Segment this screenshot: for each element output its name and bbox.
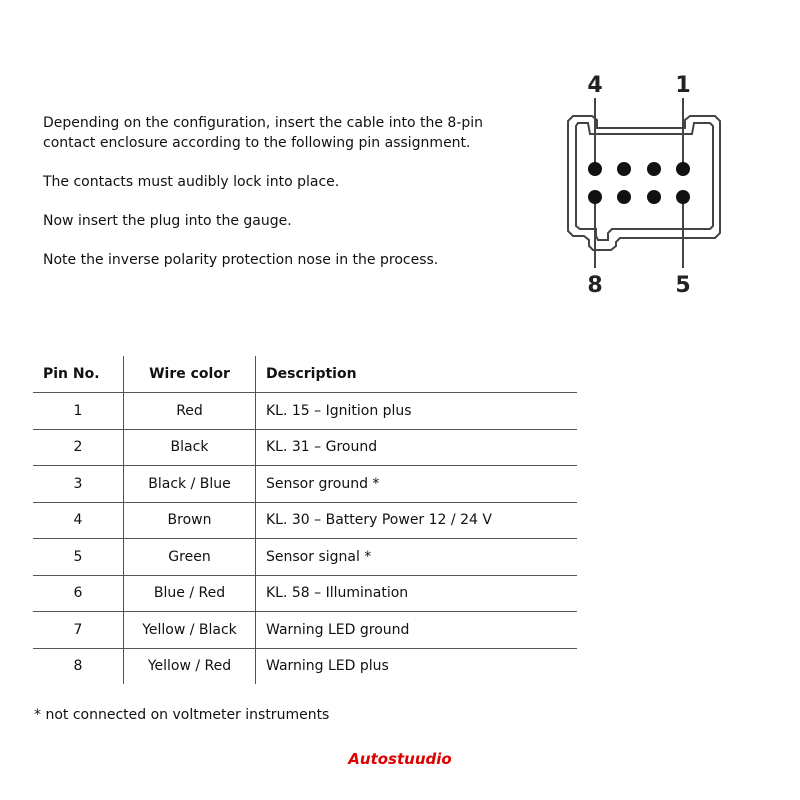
table-header-row [33,356,577,393]
pin-label-4: 4 [587,73,603,98]
header-wire-color: Wire color [124,356,256,393]
pin-5 [676,190,690,204]
pin-7 [617,190,631,204]
instructions [43,113,523,289]
footnote: * not connected on voltmeter instruments [34,707,330,723]
wire-color: Red [124,393,256,430]
pin-1 [676,162,690,176]
table-row [33,429,577,466]
table-row [33,648,577,684]
pin-label-1: 1 [675,73,691,98]
instruction-paragraph: Now insert the plug into the gauge. [43,213,292,229]
wire-color: Yellow / Black [124,612,256,649]
connector-housing [568,116,720,250]
table-row [33,502,577,539]
wire-color: Black [124,429,256,466]
pin-description: KL. 30 – Battery Power 12 / 24 V [256,502,578,539]
connector-pin-diagram [560,68,730,298]
brand-logo: Autostuudio [348,750,452,768]
table-row [33,393,577,430]
pin-number: 8 [73,658,83,675]
pin-label-5: 5 [675,273,691,298]
pin-description: Warning LED plus [256,648,578,684]
table-row [33,539,577,576]
header-description: Description [256,356,578,393]
pin-description: Sensor signal * [256,539,578,576]
table-row [33,466,577,503]
wire-color: Black / Blue [124,466,256,503]
instruction-paragraph: Note the inverse polarity protection nose in the process. [43,252,439,268]
pin-4 [588,162,602,176]
pin-2 [647,162,661,176]
pin-description: Warning LED ground [256,612,578,649]
header-pin-no: Pin No. [33,356,124,393]
pin-6 [647,190,661,204]
wire-color: Blue / Red [124,575,256,612]
pin-number: 7 [33,612,124,649]
pin-contacts [588,162,690,204]
pin-description: KL. 58 – Illumination [256,575,578,612]
pin-number: 2 [33,429,124,466]
pin-number: 4 [33,502,124,539]
pin-8 [588,190,602,204]
pin-number: 5 [33,539,124,576]
wire-color: Green [124,539,256,576]
pin-description: KL. 31 – Ground [256,429,578,466]
instruction-paragraph: The contacts must audibly lock into place. [43,174,340,190]
pin-assignment-table [33,356,577,684]
pin-label-8: 8 [587,273,603,298]
pin-description: KL. 15 – Ignition plus [256,393,578,430]
pin-description: Sensor ground * [256,466,578,503]
pin-number: 1 [33,393,124,430]
pin-3 [617,162,631,176]
pin-number: 6 [33,575,124,612]
instruction-paragraph: Depending on the configuration, insert the cable into the 8-pin contact enclosure according to the following pin assignment. [43,115,484,151]
wire-color: Brown [124,502,256,539]
wire-color: Yellow / Red [124,648,256,684]
pin-lines [595,98,683,268]
table-row [33,575,577,612]
table-row [33,612,577,649]
pin-number: 3 [33,466,124,503]
